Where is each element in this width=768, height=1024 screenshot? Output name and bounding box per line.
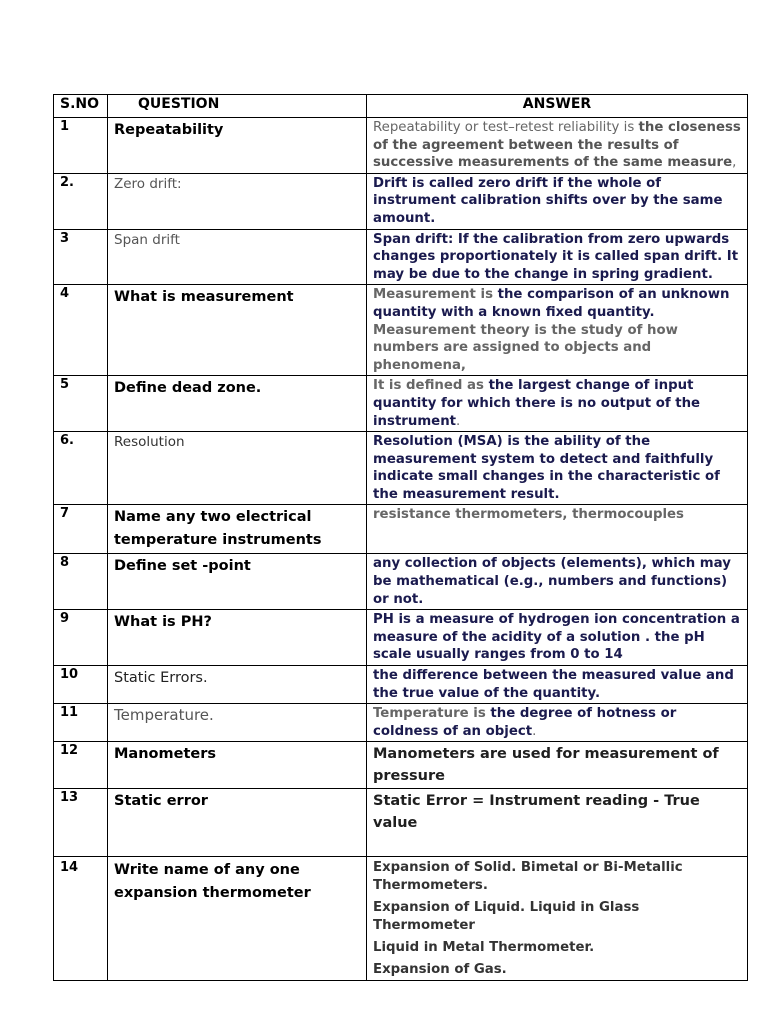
table-row (54, 118, 748, 174)
question-cell: Span drift (108, 229, 367, 285)
answer-cell: resistance thermometers, thermocouples (367, 505, 748, 554)
answer-cell (367, 376, 748, 432)
question-cell: Zero drift: (108, 173, 367, 229)
answer-line: Expansion of Gas. (373, 962, 507, 978)
row-number: 5 (54, 376, 108, 432)
row-number: 8 (54, 554, 108, 610)
answer-text: the closeness of the agreement between the results of successive measurements of the same measure (373, 120, 741, 171)
table-row (54, 789, 748, 857)
row-number: 7 (54, 505, 108, 554)
answer-cell (367, 857, 748, 981)
answer-text: , (732, 155, 737, 171)
answer-text: the degree of hotness or coldness of an object (373, 706, 677, 739)
answer-cell (367, 432, 748, 505)
row-number: 10 (54, 666, 108, 704)
answer-line: Expansion of Solid. Bimetal or Bi-Metallic Thermometers. (373, 860, 683, 894)
question-cell: Manometers (108, 742, 367, 789)
answer-text: . (456, 413, 461, 429)
row-number: 12 (54, 742, 108, 789)
row-number: 3 (54, 229, 108, 285)
table-row (54, 554, 748, 610)
table-row (54, 505, 748, 554)
answer-text: Resolution (MSA) is (373, 434, 525, 450)
answer-cell: Manometers are used for measurement of pressure (367, 742, 748, 789)
answer-text: It is defined as (373, 378, 489, 394)
row-number: 4 (54, 285, 108, 376)
answer-cell: Drift is called zero drift if the whole of instrument calibration shifts over by the same amount. (367, 173, 748, 229)
answer-line: Expansion of Liquid. Liquid in Glass Thermometer (373, 900, 640, 934)
question-cell: Define set -point (108, 554, 367, 610)
answer-cell: Span drift: If the calibration from zero upwards changes proportionately it is called span drift. It may be due to the change in spring gradient. (367, 229, 748, 285)
answer-cell: any collection of objects (elements), which may be mathematical (e.g., numbers and functions) or not. (367, 554, 748, 610)
question-cell: What is measurement (108, 285, 367, 376)
table-row (54, 610, 748, 666)
answer-text: Measurement theory is the study of how numbers are assigned to objects and phenomena, (373, 322, 678, 373)
header-question: QUESTION (108, 95, 367, 118)
qa-table (53, 94, 748, 981)
question-cell: Repeatability (108, 118, 367, 174)
table-row (54, 742, 748, 789)
question-cell: Name any two electrical temperature instruments (108, 505, 367, 554)
answer-cell: Static Error = Instrument reading - True value (367, 789, 748, 857)
question-cell: What is PH? (108, 610, 367, 666)
table-row (54, 173, 748, 229)
row-number: 6. (54, 432, 108, 505)
row-number: 14 (54, 857, 108, 981)
question-cell: Resolution (108, 432, 367, 505)
answer-cell: PH is a measure of hydrogen ion concentration a measure of the acidity of a solution . the pH scale usually ranges from 0 to 14 (367, 610, 748, 666)
answer-text: the comparison of an unknown quantity with a known fixed quantity. (373, 287, 730, 320)
answer-text: the ability of the measurement system to detect and faithfully indicate small changes in the characteristic of the measurement result. (373, 434, 720, 502)
table-header-row (54, 95, 748, 118)
table-row (54, 432, 748, 505)
question-cell: Static Errors. (108, 666, 367, 704)
table-row (54, 704, 748, 742)
answer-text: . (532, 723, 537, 739)
row-number: 13 (54, 789, 108, 857)
answer-text: Repeatability or test–retest reliability is (373, 120, 639, 135)
row-number: 2. (54, 173, 108, 229)
question-cell: Static error (108, 789, 367, 857)
row-number: 1 (54, 118, 108, 174)
table-row (54, 376, 748, 432)
table-row (54, 666, 748, 704)
question-cell: Define dead zone. (108, 376, 367, 432)
question-cell: Temperature. (108, 704, 367, 742)
answer-cell (367, 704, 748, 742)
answer-text: the largest change of input quantity for which there is no output of the instrument (373, 378, 701, 429)
row-number: 9 (54, 610, 108, 666)
answer-cell (367, 285, 748, 376)
answer-line: Liquid in Metal Thermometer. (373, 940, 595, 956)
table-row (54, 285, 748, 376)
answer-text: Measurement is (373, 287, 498, 303)
row-number: 11 (54, 704, 108, 742)
question-cell: Write name of any one expansion thermometer (108, 857, 367, 981)
table-row (54, 229, 748, 285)
header-answer: ANSWER (367, 95, 748, 118)
header-sno: S.NO (54, 95, 108, 118)
answer-cell: the difference between the measured value and the true value of the quantity. (367, 666, 748, 704)
table-row (54, 857, 748, 981)
answer-cell (367, 118, 748, 174)
answer-text: Temperature is (373, 706, 491, 722)
